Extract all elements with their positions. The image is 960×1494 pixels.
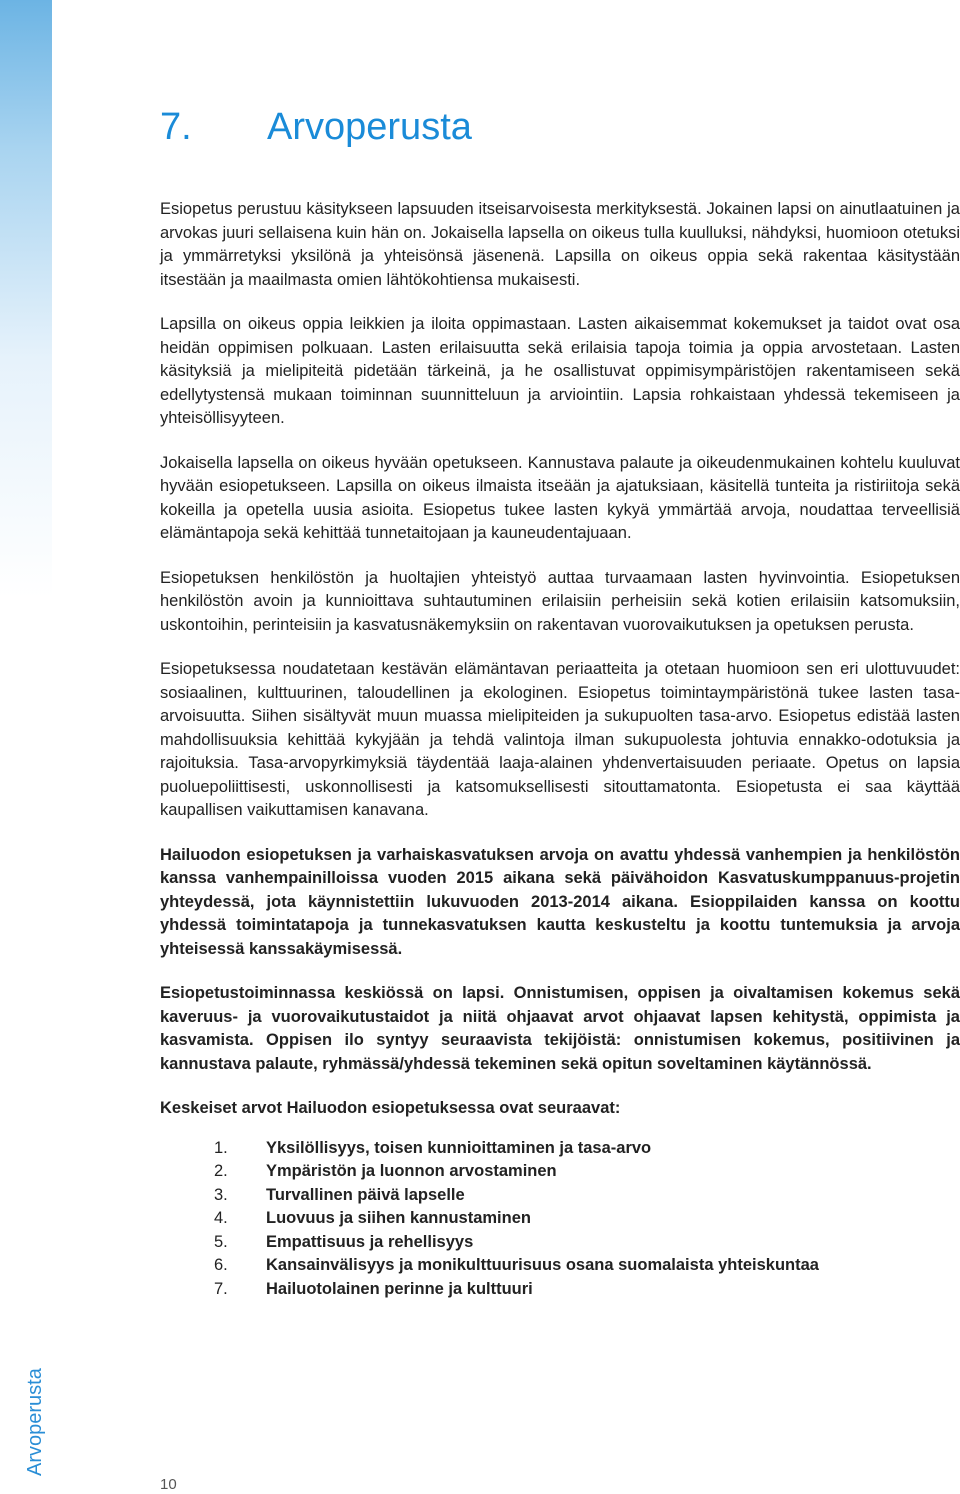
list-item-number: 6. (214, 1256, 228, 1274)
paragraph: Lapsilla on oikeus oppia leikkien ja iloita oppimastaan. Lasten aikaisemmat kokemukset ja taidot ovat osa heidän oppimisen polkuaan. Lasten erilaisuutta sekä erilaisia tapoja toimia ja oppia arvostetaan. Lasten käsityksiä ja mielipiteitä pidetään tärkeinä, ja he osallistuvat oppimisympäristöjen rakentamiseen sekä edellytystensä mukaan toiminnan suunnitteluun ja arviointiin. Lapsia rohkaistaan yhdessä tekemiseen ja yhteisöllisyyteen. (160, 315, 960, 427)
paragraph: Esiopetus perustuu käsitykseen lapsuuden itseisarvoisesta merkityksestä. Jokainen lapsi on ainutlaatuinen ja arvokas juuri sellaisena kuin hän on. Jokaisella lapsella on oikeus tulla kuulluksi, nähdyksi, huomioon otetuksi ja ymmärretyksi yksilönä ja yhteisönsä jäsenenä. Lapsilla on oikeus oppia sekä rakentaa käsitystään itsestään ja maailmasta omien lähtökohtiensa mukaisesti. (160, 200, 960, 289)
list-item (214, 1254, 960, 1278)
paragraph: Esiopetuksen henkilöstön ja huoltajien yhteistyö auttaa turvaamaan lasten hyvinvointia. Esiopetuksen henkilöstön avoin ja kunnioittava suhtautuminen erilaisiin perheisiin sekä kotien erilaisiin katsomuksiin, uskontoihin, perinteisiin ja kasvatusnäkemyksiin on rakentavan vuorovaikutuksen ja opetuksen perusta. (160, 568, 960, 634)
bold-paragraph: Hailuodon esiopetuksen ja varhaiskasvatuksen arvoja on avattu yhdessä vanhempien ja henkilöstön kanssa vanhempainilloissa vuoden 2015 aikana sekä päivähoidon Kasvatuskumppanuus-projetin yhteydessä, jota käynnistettiin lukuvuoden 2013-2014 aikana. Esioppilaiden kanssa on koottu yhdessä toimintatapoja ja tunnekasvatuksen kautta keskusteltu ja koottu tuntemuksia ja arvoja yhteisessä kanssakäymisessä. (160, 845, 960, 958)
list-item (214, 1278, 960, 1302)
list-item-number: 2. (214, 1162, 228, 1180)
list-item-number: 3. (214, 1185, 228, 1204)
list-item-number: 7. (214, 1279, 228, 1298)
list-item-text: Ympäristön ja luonnon arvostaminen (266, 1162, 557, 1180)
chapter-heading (160, 104, 960, 150)
chapter-title: Arvoperusta (267, 106, 472, 148)
chapter-number: 7. (160, 106, 192, 148)
side-gradient-bar (0, 0, 52, 1494)
list-item-text: Luovuus ja siihen kannustaminen (266, 1209, 531, 1227)
page-number: 10 (160, 1476, 177, 1493)
bold-paragraph: Esiopetustoiminnassa keskiössä on lapsi. Onnistumisen, oppisen ja oivaltamisen kokemus sekä kaveruus- ja vuorovaikutustaidot ja niitä ohjaavat arvot ohjaavat lapsen kehitystä, oppimista ja kasvamista. Oppisen ilo syntyy seuraavista tekijöistä: onnistumisen kokemus, positiivinen ja kannustava palaute, ryhmässä/yhdessä tekeminen sekä opitun soveltaminen käytännössä. (160, 984, 960, 1073)
side-section-label: Arvoperusta (24, 1368, 46, 1476)
list-item-text: Empattisuus ja rehellisyys (266, 1232, 474, 1251)
list-item (214, 1231, 960, 1255)
list-item (214, 1137, 960, 1161)
list-item-text: Turvallinen päivä lapselle (266, 1185, 465, 1204)
page-content (160, 104, 960, 1301)
values-intro: Keskeiset arvot Hailuodon esiopetuksessa ovat seuraavat: (160, 1099, 621, 1117)
list-item-number: 5. (214, 1232, 228, 1251)
list-item (214, 1160, 960, 1184)
list-item (214, 1184, 960, 1208)
list-item-number: 1. (214, 1138, 228, 1157)
list-item-number: 4. (214, 1209, 228, 1227)
paragraph: Jokaisella lapsella on oikeus hyvään opetukseen. Kannustava palaute ja oikeudenmukainen kohtelu kuuluvat hyvään esiopetukseen. Lapsilla on oikeus ilmaista itseään ja ajatuksiaan, käsitellä tunteita ja ristiriitoja sekä kokeilla ja opetella uusia asioita. Esiopetus tukee lasten kykyä ymmärtää arvoja, noudattaa terveellisiä elämäntapoja sekä kehittää tunnetaitojaan ja kauneudentajuaan. (160, 453, 960, 542)
list-item (214, 1207, 960, 1231)
list-item-text: Yksilöllisyys, toisen kunnioittaminen ja tasa-arvo (266, 1138, 652, 1157)
paragraph: Esiopetuksessa noudatetaan kestävän elämäntavan periaatteita ja otetaan huomioon sen eri ulottuvuudet: sosiaalinen, kulttuurinen, taloudellinen ja ekologinen. Esiopetus toimintaympäristönä tukee lasten tasa-arvoisuutta. Siihen sisältyvät muun muassa mielipiteiden ja sukupuolten tasa-arvo. Esiopetus edistää lasten mahdollisuuksia kehittää kykyjään ja tehdä valintoja ilman sukupuolesta johtuvia ennakko-odotuksia ja rajoituksia. Tasa-arvopyrkimyksiä täydentää laaja-alainen yhdenvertaisuuden periaate. Opetus on lapsia puoluepoliittisesti, uskonnollisesti ja katsomuksellisesti sitouttamatonta. Esiopetusta ei saa käyttää kaupallisen vaikuttamisen kanavana. (160, 660, 960, 819)
values-list (160, 1137, 960, 1302)
list-item-text: Hailuotolainen perinne ja kulttuuri (266, 1279, 533, 1298)
list-item-text: Kansainvälisyys ja monikulttuurisuus osana suomalaista yhteiskuntaa (266, 1256, 819, 1274)
